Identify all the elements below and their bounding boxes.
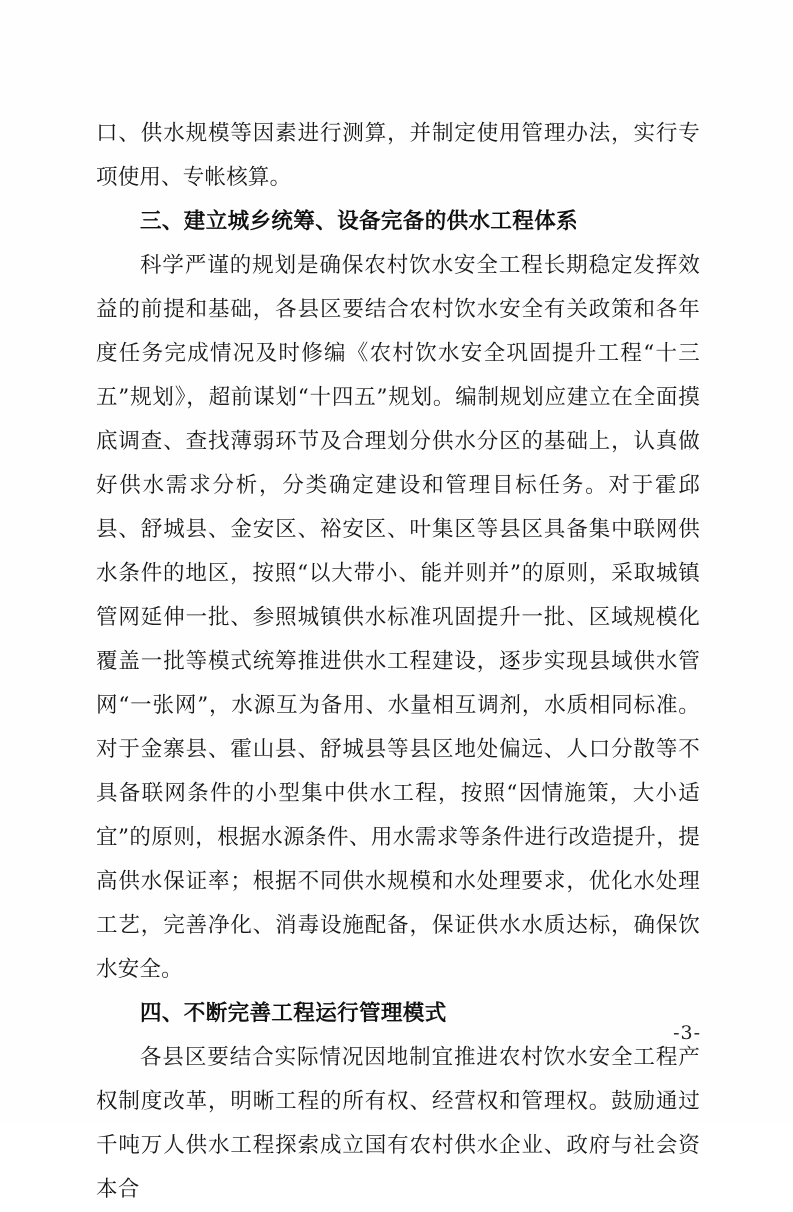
section-heading-three: 三、建立城乡统筹、设备完备的供水工程体系 xyxy=(140,209,579,234)
page-number: -3- xyxy=(673,1022,701,1044)
section-heading-four: 四、不断完善工程运行管理模式 xyxy=(140,1001,447,1026)
paragraph-section-four-body: 各县区要结合实际情况因地制宜推进农村饮水安全工程产权制度改革，明晰工程的所有权、经营权和管理权。鼓励通过千吨万人供水工程探索成立国有农村供水企业、政府与社会资本合 xyxy=(96,1045,700,1202)
paragraph-continuation: 口、供水规模等因素进行测算，并制定使用管理办法，实行专项使用、专帐核算。 xyxy=(96,121,700,190)
paragraph-section-three-body: 科学严谨的规划是确保农村饮水安全工程长期稳定发挥效益的前提和基础，各县区要结合农村饮水安全有关政策和各年度任务完成情况及时修编《农村饮水安全巩固提升工程“十三五”规划》，超前谋划“十四五”规划。编制规划应建立在全面摸底调查、查找薄弱环节及合理划分供水分区的基础上，认真做好供水需求分析，分类确定建设和管理目标任务。对于霍邱县、舒城县、金安区、裕安区、叶集区等县区具备集中联网供水条件的地区，按照“以大带小、能并则并”的原则，采取城镇管网延伸一批、参照城镇供水标准巩固提升一批、区域规模化覆盖一批等模式统筹推进供水工程建设，逐步实现县域供水管网“一张网”，水源互为备用、水量相互调剂，水质相同标准。对于金寨县、霍山县、舒城县等县区地处偏远、人口分散等不具备联网条件的小型集中供水工程，按照“因情施策，大小适宜”的原则，根据水源条件、用水需求等条件进行改造提升，提高供水保证率；根据不同供水规模和水处理要求，优化水处理工艺，完善净化、消毒设施配备，保证供水水质达标，确保饮水安全。 xyxy=(96,253,700,982)
document-text-body xyxy=(96,112,700,1212)
